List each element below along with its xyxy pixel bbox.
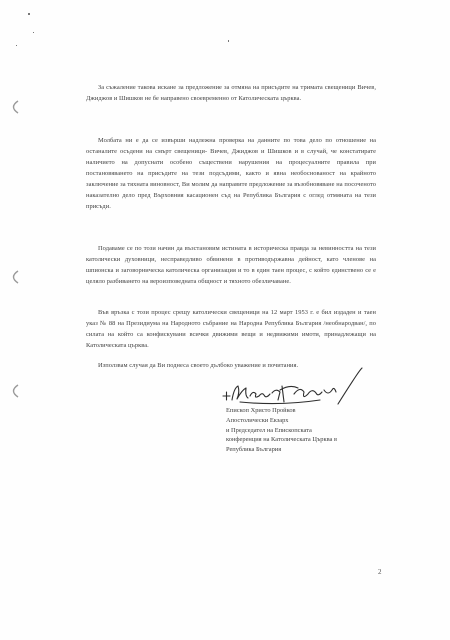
paragraph-5: Използвам случая да Ви поднеса своето дълбоко уважение и почитания. — [98, 362, 299, 370]
scan-speck — [228, 40, 229, 42]
paragraph-3: Подаваме се по този начин да възстановим истината в историческа правда за невинността на тези католически духовници, несправедливо обвинени в противодържавна дейност, като членове на шпионска и заговорническа католическа организация и то в един таен процес, с който единствено се е целяло разбиването на вероизповедната общност и тяхното обезличаване. — [86, 245, 376, 286]
signature-block — [226, 406, 376, 455]
paragraph-1: За съжаление такова искане за предложение за отмяна на присъдите на тримата свещеници Вичев, Джиджов и Шишков не бе направено своевременно от Католическата църква. — [86, 84, 376, 103]
punch-hole-mark-middle — [8, 270, 20, 284]
signatory-name: Епископ Христо Пройков — [226, 407, 296, 414]
punch-hole-mark-bottom — [8, 384, 20, 398]
signatory-role-line: Република България — [226, 446, 282, 454]
page-number: 2 — [378, 568, 382, 576]
paragraph-4: Във връзка с този процес срещу католически свещеници на 12 март 1953 г. е бил издаден и таен указ № 88 на Президиума на Народното събрание на Народна Република България /необнародван/, по силата на който са конфискувани всички движими вещи и недвижими имоти, принадлежащи на Католическата църква. — [86, 309, 376, 350]
signatory-title: Апостолически Екзарх — [226, 416, 289, 424]
scan-speck — [28, 13, 30, 15]
signatory-role-line: и Председател на Епископската — [226, 426, 312, 434]
punch-hole-mark-top — [8, 100, 20, 114]
scan-speck — [33, 32, 34, 33]
scan-speck — [16, 45, 17, 46]
paragraph-2: Молбата ни е да се извърши надлежна проверка на данните по това дело по отношение на останалите осъдени на смърт свещеници- Вичев, Джиджов и Шишков и в случай, че констатирате наличието на допуснати особено съществени нарушения на процесуалните правила при постановяването на присъдите на тези подсъдими, както и явна необоснованост на крайното заключение за тяхната виновност, Ви молим да направите предложение за възобновяване на посоченото наказателно дело пред Върховния касационен съд на Република България с оглед отмяната на тези присъди. — [86, 137, 376, 210]
signatory-role-line: конференция на Католическата Църква в — [226, 436, 337, 444]
